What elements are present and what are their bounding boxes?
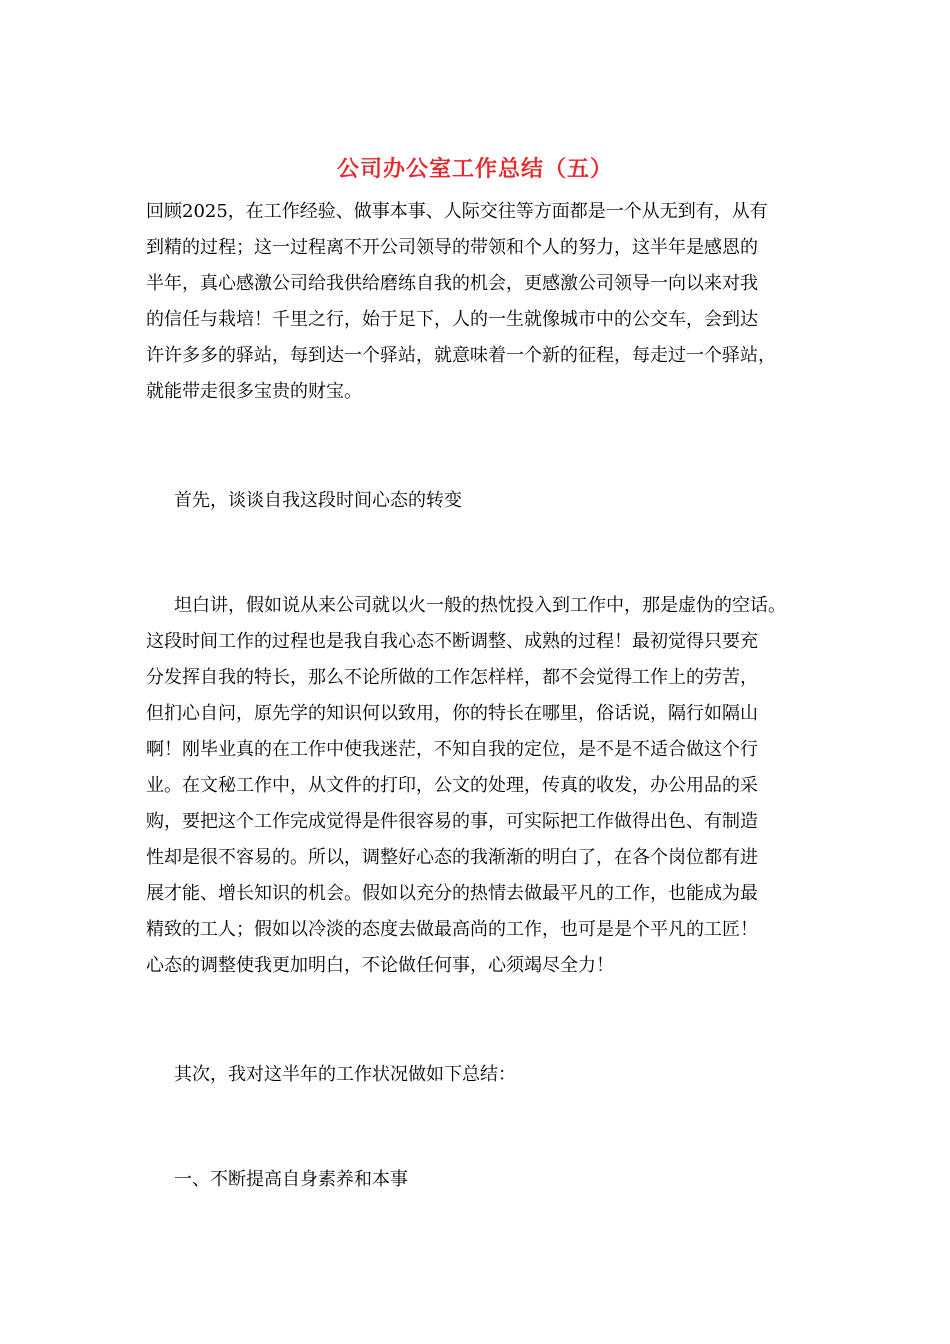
paragraph-line: 到精的过程；这一过程离不开公司领导的带领和个人的努力，这半年是感恩的 <box>146 237 758 258</box>
paragraph-line: 半年，真心感激公司给我供给磨练自我的机会，更感激公司领导一向以来对我 <box>146 273 758 294</box>
paragraph-line: 但扪心自问，原先学的知识何以致用，你的特长在哪里，俗话说，隔行如隔山 <box>146 703 758 724</box>
paragraph-line: 就能带走很多宝贵的财宝。 <box>146 381 362 402</box>
paragraph-line: 展才能、增长知识的机会。假如以充分的热情去做最平凡的工作，也能成为最 <box>146 883 758 904</box>
paragraph-line: 回顾2025，在工作经验、做事本事、人际交往等方面都是一个从无到有，从有 <box>146 201 768 222</box>
paragraph-line: 业。在文秘工作中，从文件的打印，公文的处理，传真的收发，办公用品的采 <box>146 775 758 796</box>
section-heading: 首先，谈谈自我这段时间心态的转变 <box>174 490 462 511</box>
paragraph-line: 心态的调整使我更加明白，不论做任何事，心须竭尽全力！ <box>146 955 614 976</box>
paragraph-line: 购，要把这个工作完成觉得是件很容易的事，可实际把工作做得出色、有制造 <box>146 811 758 832</box>
paragraph-line: 坦白讲，假如说从来公司就以火一般的热忱投入到工作中，那是虚伪的空话。 <box>174 595 786 616</box>
paragraph-line: 啊！刚毕业真的在工作中使我迷茫，不知自我的定位，是不是不适合做这个行 <box>146 739 758 760</box>
paragraph-line: 这段时间工作的过程也是我自我心态不断调整、成熟的过程！最初觉得只要充 <box>146 631 758 652</box>
paragraph-line: 精致的工人；假如以冷淡的态度去做最高尚的工作，也可是是个平凡的工匠！ <box>146 919 758 940</box>
document-title: 公司办公室工作总结（五） <box>336 156 613 182</box>
paragraph-line: 性却是很不容易的。所以，调整好心态的我渐渐的明白了，在各个岗位都有进 <box>146 847 758 868</box>
paragraph-line: 的信任与栽培！千里之行，始于足下，人的一生就像城市中的公交车，会到达 <box>146 309 758 330</box>
section-heading: 一、不断提高自身素养和本事 <box>174 1169 408 1190</box>
paragraph-line: 许许多多的驿站，每到达一个驿站，就意味着一个新的征程，每走过一个驿站， <box>146 345 776 366</box>
section-heading: 其次，我对这半年的工作状况做如下总结： <box>174 1064 516 1085</box>
paragraph-line: 分发挥自我的特长，那么不论所做的工作怎样样，都不会觉得工作上的劳苦， <box>146 667 758 688</box>
